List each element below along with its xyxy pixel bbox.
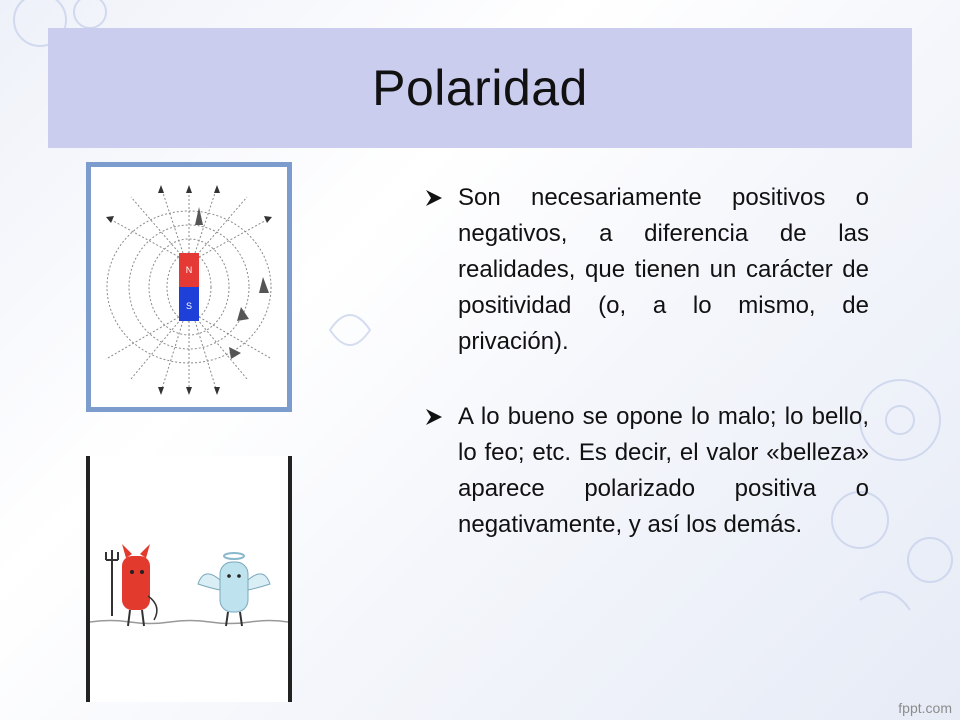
bullet-item	[424, 399, 869, 543]
title-bar	[48, 28, 912, 148]
arrow-bullet-icon	[424, 188, 444, 208]
devil-angel-illustration	[90, 456, 288, 702]
arrow-bullet-icon	[424, 407, 444, 427]
watermark: fppt.com	[898, 700, 952, 716]
bullet-item	[424, 180, 869, 360]
bullet-list	[424, 180, 869, 543]
bullet-text: A lo bueno se opone lo malo; lo bello, lo feo; etc. Es decir, el valor «belleza» aparece polarizado positiva o negativamente, y así los demás.	[458, 403, 869, 538]
north-pole-label: N	[185, 265, 193, 275]
slide-title: Polaridad	[372, 60, 588, 116]
devil-angel-image	[86, 456, 292, 702]
bullet-text: Son necesariamente positivos o negativos, a diferencia de las realidades, que tienen un carácter de positividad (o, a lo mismo, de privación).	[458, 184, 869, 355]
magnet-field-illustration	[91, 167, 287, 407]
magnet-field-image	[86, 162, 292, 412]
south-pole-label: S	[185, 301, 193, 311]
